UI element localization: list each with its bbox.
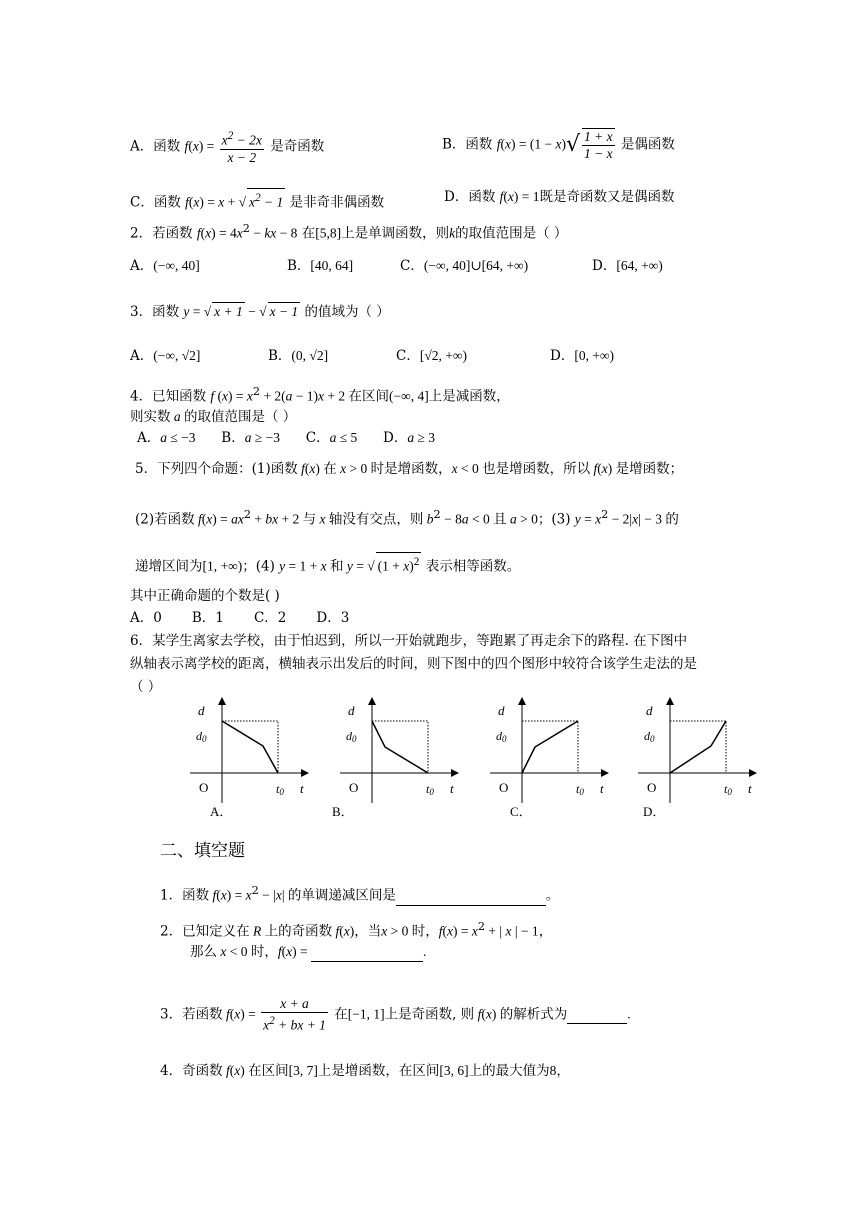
q4-line2: 则实数 a 的取值范围是（ ） [130, 409, 297, 425]
answer-blank[interactable] [311, 943, 423, 962]
q3-d-label: D． [550, 348, 575, 364]
q5-text-o: 表示相等函数。 [425, 558, 521, 575]
q5-text-c: 时是增函数， [370, 461, 452, 477]
graph-a-label: A． [210, 804, 233, 819]
q4-d-label: D． [383, 430, 408, 446]
svg-text:d: d [498, 703, 505, 718]
fill-2-line2-b: 时， [250, 944, 278, 960]
q5-d: D．3 [316, 610, 350, 626]
graph-d-label: D． [643, 804, 666, 819]
fill-2-text-e: ， [538, 923, 553, 940]
q5-text-h: 轴没有交点，则 [328, 511, 424, 528]
option-d-row: D．函数 f(x) = 1既是奇函数又是偶函数 [444, 189, 675, 205]
q3-a-label: A． [130, 348, 154, 364]
q5-text-k: 的 [665, 511, 679, 528]
question-2: 2．若函数 $f(x) = 4x^2$ − kx − 8 在[5,8]上是单调函数，则k的取值范围是（ ） [130, 222, 568, 242]
q5-b: B．1 [191, 610, 224, 626]
fill-3-text-b: 在 [334, 1006, 348, 1023]
q5-text-d: 也是增函数，所以 [482, 461, 591, 477]
fill-2-line2: 那么 x < 0 时，f(x) = . [190, 944, 427, 960]
q4-line2-text: 则实数 [130, 409, 171, 425]
fill-4-text: 4．奇函数 [160, 1063, 223, 1079]
svg-text:d: d [646, 703, 653, 718]
q5-text-l: 递增区间为 [135, 558, 203, 575]
q3-option-c: C．[√2, +∞) [396, 348, 467, 364]
q3-option-b: B．(0, √2] [268, 348, 329, 364]
q5-c: C．2 [253, 610, 287, 626]
fill-1-text: 1．函数 [160, 887, 210, 904]
q5-line4: 其中正确命题的个数是( ) [130, 588, 280, 604]
svg-text:t0: t0 [276, 782, 284, 797]
svg-text:t: t [748, 781, 752, 796]
fill-1-text-b: 的单调递减区间是 [287, 887, 396, 904]
q2-option-b: B．[40, 64] [287, 258, 354, 274]
q3-option-d: D．[0, +∞) [550, 348, 615, 364]
svg-text:d: d [348, 703, 355, 718]
graph-c-label: C． [510, 804, 532, 819]
q2-text-b: 在 [301, 225, 316, 242]
q4-line2-b: 的取值范围是（ ） [184, 409, 297, 425]
option-d-suffix: 既是奇函数又是偶函数 [539, 189, 675, 205]
q4-options: A．a ≤ −3 B．a ≥ −3 C．a ≤ 5 D．a ≥ 3 [137, 430, 435, 446]
fill-4-text-c: 上是增函数，在区间 [317, 1063, 440, 1079]
fill-2-line2-a: 那么 [190, 944, 217, 960]
question-3: 3．函数 y = √ x + 1 − √ x − 1 的值域为（ ） [130, 304, 390, 320]
q2-text-d: 的取值范围是（ ） [455, 225, 568, 242]
graph-b-label: B． [332, 804, 354, 819]
q5-line2: (2)若函数 $f(x) = ax^2$ + bx + 2 与 x 轴没有交点，则 $b^2 - 8a < 0$ 且 a > 0；(3) $y = x^2 - 2|x| - 3$ 的 [135, 508, 679, 528]
graph-b [332, 701, 455, 819]
svg-text:d0: d0 [496, 729, 507, 744]
svg-text:t0: t0 [576, 782, 584, 797]
fill-1: 1．函数 $f(x) = x^2 - |x|$ 的单调递减区间是 。 [160, 884, 560, 904]
fraction: $\frac{x + a}{x^2 + bx + 1}$ [263, 996, 326, 1033]
svg-text:O: O [199, 780, 209, 795]
fill-3: 3．若函数 f(x) = $\frac{x + a}{x^2 + bx + 1}$ 在[−1, 1]上是奇函数, 则 f(x) 的解析式为 . [160, 996, 631, 1033]
fill-4-text-b: 在区间 [248, 1063, 289, 1079]
svg-text:t0: t0 [724, 782, 732, 797]
q2-option-a: A．(−∞, 40] [130, 258, 200, 274]
option-b-label: B．函数 [442, 136, 493, 153]
q4-c-label: C． [305, 430, 330, 446]
q6-graphs [190, 693, 770, 823]
fraction: $\frac{x^2 - 2x}{x - 2}$ [221, 130, 262, 165]
fill-2-text-b: 上的奇函数 [264, 923, 333, 940]
option-c-row: C．函数 f(x) = x + √ $x^2 - 1$ 是非奇非偶函数 [130, 188, 384, 212]
q5-text-m: ；(4) [242, 558, 275, 575]
q2-option-d: D．[64, +∞) [592, 258, 663, 274]
q2-text-c: 上是单调函数，则 [341, 225, 450, 242]
fill-2: 2．已知定义在 R 上的奇函数 f(x)，当x > 0 时，$f(x) = x^2$ + | x | − 1， [160, 920, 553, 940]
svg-text:t0: t0 [426, 782, 434, 797]
q2-d-label: D． [592, 258, 617, 274]
graph-a [190, 701, 305, 819]
answer-blank[interactable] [396, 887, 546, 906]
question-4: 4．已知函数 f $(x) = x^2 + 2(a - 1)x + 2$ 在区间(−∞, 4]上是减函数， [130, 385, 510, 405]
option-c-suffix: 是非奇非偶函数 [289, 194, 385, 211]
option-a-suffix: 是奇函数 [270, 138, 325, 155]
q3-b-label: B． [268, 348, 292, 364]
q4-text-b: 在区间 [348, 388, 390, 405]
svg-text:O: O [499, 780, 509, 795]
q2-a-label: A． [130, 258, 154, 274]
q5-text-j: ；(3) [537, 511, 571, 528]
q6-line3: （ ） [130, 679, 162, 695]
q5-a: A．0 [130, 610, 162, 626]
option-b-suffix: 是偶函数 [620, 136, 675, 153]
q5-line1: 5．下列四个命题：(1)函数 f(x) 在 x > 0 时是增函数，x < 0 也是增函数，所以 f(x) 是增函数； [135, 461, 684, 477]
graph-c [490, 701, 605, 819]
q5-text-f: (2)若函数 [135, 511, 195, 528]
svg-text:d0: d0 [644, 729, 655, 744]
fill-4: 4．奇函数 f(x) 在区间[3, 7]上是增函数，在区间[3, 6]上的最大值为8， [160, 1063, 570, 1079]
q6-line2: 纵轴表示离学校的距离，横轴表示出发后的时间，则下图中的四个图形中较符合该学生走法的是 [130, 656, 697, 672]
q3-c-label: C． [396, 348, 420, 364]
q2-text: 2．若函数 [130, 225, 193, 242]
fill-3-text-c: 上是奇函数, 则 [384, 1006, 475, 1023]
q5-text-n: 和 [330, 558, 344, 575]
q5-text-a: 5．下列四个命题：(1)函数 [135, 461, 298, 477]
option-d-label: D．函数 [444, 189, 496, 205]
fill-3-text: 3．若函数 [160, 1006, 223, 1023]
svg-text:d0: d0 [346, 729, 357, 744]
q5-line3: 递增区间为[1, +∞)；(4) y = 1 + x 和 y = √ $(1 + x)^2$ 表示相等函数。 [135, 552, 520, 576]
svg-text:t: t [450, 781, 454, 796]
q2-c-label: C． [400, 258, 424, 274]
option-b-row: B．函数 f(x) = (1 − x)√ $\frac{1 + x}{1 - x}$ 是偶函数 [442, 129, 675, 161]
fill-1-text-c: 。 [545, 887, 560, 904]
q2-option-c: C．(−∞, 40]∪[64, +∞) [400, 258, 529, 274]
q4-b-label: B． [221, 430, 245, 446]
q3-text: 3．函数 [130, 304, 180, 320]
svg-text:t: t [600, 781, 604, 796]
fill-4-text-d: 上的最大值为 [468, 1063, 550, 1079]
option-a-label: A．函数 [130, 138, 181, 155]
fill-2-text-d: 时， [411, 923, 439, 940]
q3-text-b: 的值域为（ ） [304, 304, 390, 320]
option-c-label: C．函数 [130, 194, 181, 211]
q4-text: 4．已知函数 [130, 388, 207, 405]
q4-text-c: 上是减函数， [428, 388, 510, 405]
fill-3-text-d: 的解析式为 [499, 1006, 568, 1023]
option-a-row: A．函数 f(x) = $\frac{x^2 - 2x}{x - 2}$ 是奇函数 [130, 130, 325, 165]
fill-4-text-e: ， [556, 1063, 570, 1079]
graph-d [638, 701, 753, 819]
q5-text-g: 与 [302, 511, 317, 528]
answer-blank[interactable] [567, 1005, 627, 1024]
svg-text:t: t [300, 781, 304, 796]
q5-text-i: 且 [493, 511, 507, 528]
q5-options [130, 609, 349, 627]
svg-text:O: O [349, 780, 359, 795]
q4-a-label: A． [137, 430, 161, 446]
svg-text:d: d [198, 703, 205, 718]
q5-text-e: 是增函数； [615, 461, 684, 477]
svg-text:d0: d0 [196, 729, 207, 744]
fill-2-text: 2．已知定义在 [160, 923, 250, 940]
section-heading: 二、填空题 [160, 841, 245, 861]
q6-line1: 6．某学生离家去学校，由于怕迟到，所以一开始就跑步，等跑累了再走余下的路程. 在下图中 [130, 633, 688, 649]
svg-text:O: O [647, 780, 657, 795]
q2-b-label: B． [287, 258, 311, 274]
q3-option-a: A．(−∞, √2] [130, 348, 201, 364]
fill-2-text-c: ，当 [354, 923, 382, 940]
q5-text-b: 在 [323, 461, 337, 477]
